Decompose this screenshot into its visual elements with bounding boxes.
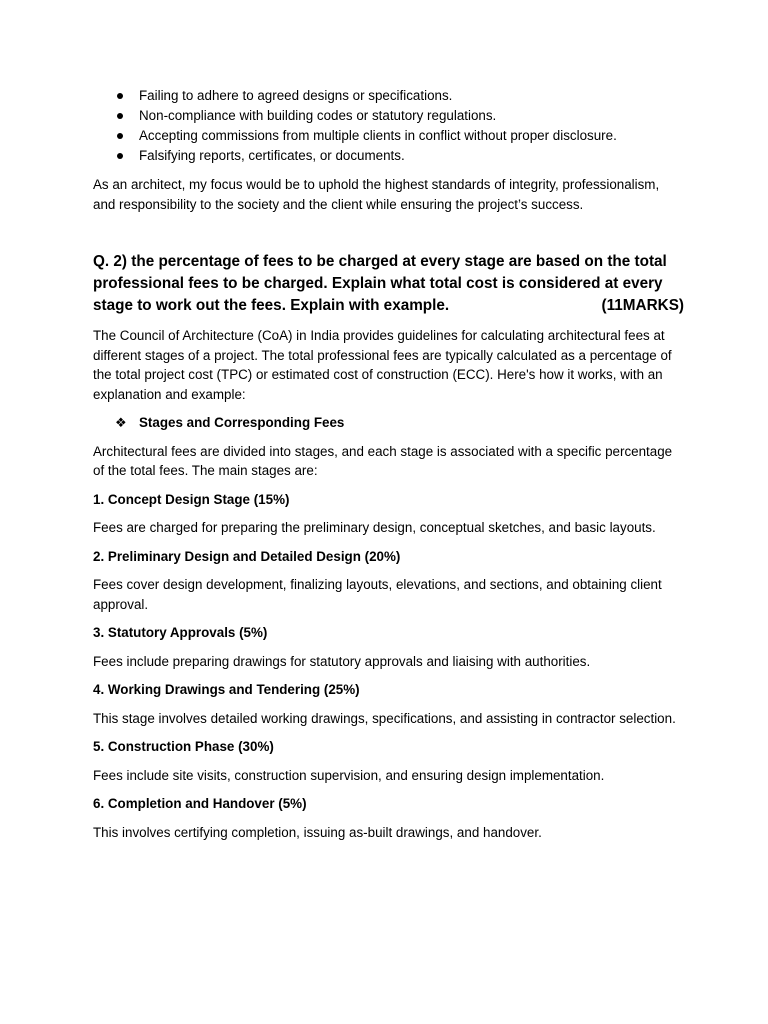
- bullet-dot-icon: [117, 113, 123, 119]
- bullet-item: [93, 146, 678, 166]
- stage-heading: 6. Completion and Handover (5%): [93, 796, 307, 811]
- stage-heading: 2. Preliminary Design and Detailed Design (20%): [93, 548, 401, 564]
- diamond-bullet-icon: ❖: [115, 415, 127, 430]
- bullet-dot-icon: [117, 153, 123, 159]
- stage-description: Fees cover design development, finalizing layouts, elevations, and sections, and obtaining client approval.: [93, 577, 662, 612]
- bullet-text: Failing to adhere to agreed designs or specifications.: [139, 88, 453, 103]
- stage-heading: 1. Concept Design Stage (15%): [93, 491, 290, 507]
- stage-description: Fees include preparing drawings for statutory approvals and liaising with authorities.: [93, 653, 591, 669]
- bullet-text: Accepting commissions from multiple clients in conflict without proper disclosure.: [139, 128, 617, 143]
- bullet-dot-icon: [117, 133, 123, 139]
- question-text: Q. 2) the percentage of fees to be charged at every stage are based on the total professional fees to be charged. Explain what total cost is considered at every stage to work out the fees. Explain with example.: [93, 253, 667, 314]
- question-marks: (11MARKS): [601, 297, 684, 314]
- stage-description: Fees include site visits, construction supervision, and ensuring design implementation.: [93, 767, 605, 783]
- bullet-list: [93, 86, 678, 166]
- stage-block: [93, 547, 678, 615]
- stage-block: [93, 794, 678, 842]
- stage-block: [93, 490, 678, 538]
- stages-section-title: Stages and Corresponding Fees: [139, 415, 345, 430]
- closing-paragraph: As an architect, my focus would be to uphold the highest standards of integrity, professionalism, and responsibility to the society and the client while ensuring the project’s success.: [93, 177, 660, 212]
- stage-heading: 3. Statutory Approvals (5%): [93, 625, 268, 640]
- bullet-item: [93, 86, 678, 106]
- stage-description: This stage involves detailed working drawings, specifications, and assisting in contractor selection.: [93, 710, 676, 726]
- bullet-text: Falsifying reports, certificates, or documents.: [139, 148, 405, 163]
- stages-intro-paragraph: Architectural fees are divided into stages, and each stage is associated with a specific percentage of the total fees. The main stages are:: [93, 443, 673, 478]
- stage-heading: 4. Working Drawings and Tendering (25%): [93, 682, 360, 697]
- stage-description: Fees are charged for preparing the preliminary design, conceptual sketches, and basic layouts.: [93, 520, 656, 535]
- question-heading: [93, 251, 684, 317]
- stage-block: [93, 623, 678, 671]
- intro-paragraph: The Council of Architecture (CoA) in India provides guidelines for calculating architectural fees at different stages of a project. The total professional fees are typically calculated as a percentage of the total project cost (TPC) or estimated cost of construction (ECC). Here's how it works, with an explanation and example:: [93, 328, 672, 402]
- document-page: [93, 86, 684, 842]
- stages-section-heading: [93, 413, 678, 433]
- bullet-item: [93, 126, 678, 146]
- bullet-dot-icon: [117, 93, 123, 99]
- stage-block: [93, 737, 678, 785]
- bullet-item: [93, 106, 678, 126]
- stage-description: This involves certifying completion, issuing as-built drawings, and handover.: [93, 824, 542, 840]
- stage-heading: 5. Construction Phase (30%): [93, 739, 274, 754]
- stage-block: [93, 680, 678, 728]
- bullet-text: Non-compliance with building codes or statutory regulations.: [139, 108, 497, 123]
